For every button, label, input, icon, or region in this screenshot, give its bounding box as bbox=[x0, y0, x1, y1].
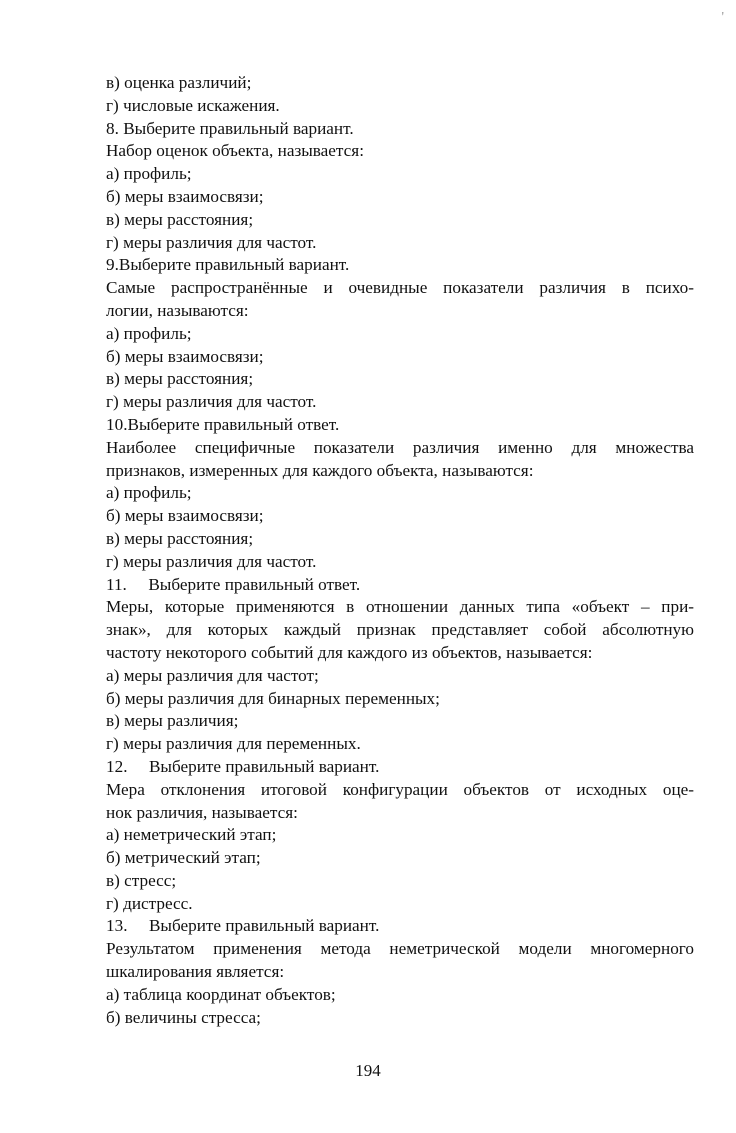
question-text: Набор оценок объекта, называется: bbox=[106, 141, 364, 161]
answer-option: а) неметрический этап; bbox=[106, 825, 277, 845]
answer-option: в) меры различия; bbox=[106, 711, 239, 731]
answer-option: б) меры различия для бинарных переменных; bbox=[106, 688, 440, 708]
question-text: Меры, которые применяются в отношении данных типа «объект – при- bbox=[106, 597, 694, 617]
answer-option: в) оценка различий; bbox=[106, 73, 252, 92]
answer-option: а) профиль; bbox=[106, 483, 192, 503]
answer-option: в) меры расстояния; bbox=[106, 369, 254, 389]
question-heading: 9.Выберите правильный вариант. bbox=[106, 255, 350, 275]
question-heading: 12. Выберите правильный вариант. bbox=[106, 756, 380, 776]
answer-option: в) меры расстояния; bbox=[106, 209, 254, 229]
answer-option: а) таблица координат объектов; bbox=[106, 984, 336, 1004]
question-text: Самые распространённые и очевидные показатели различия в психо- bbox=[106, 278, 694, 298]
answer-option: а) профиль; bbox=[106, 323, 192, 343]
answer-option: г) меры различия для переменных. bbox=[106, 734, 361, 754]
question-text: шкалирования является: bbox=[106, 962, 285, 982]
question-text: знак», для которых каждый признак представляет собой абсолютную bbox=[106, 620, 694, 640]
answer-option: а) меры различия для частот; bbox=[106, 665, 319, 685]
question-text: Наиболее специфичные показатели различия именно для множества bbox=[106, 437, 694, 457]
answer-option: г) дистресс. bbox=[106, 893, 193, 913]
answer-option: г) меры различия для частот. bbox=[106, 232, 317, 252]
question-heading: 13. Выберите правильный вариант. bbox=[106, 916, 380, 936]
answer-option: б) меры взаимосвязи; bbox=[106, 506, 264, 526]
answer-option: г) меры различия для частот. bbox=[106, 392, 317, 412]
answer-option: г) числовые искажения. bbox=[106, 95, 280, 115]
question-heading: 11. Выберите правильный ответ. bbox=[106, 574, 361, 594]
answer-option: в) меры расстояния; bbox=[106, 528, 254, 548]
answer-option: б) меры взаимосвязи; bbox=[106, 346, 264, 366]
question-text: нок различия, называется: bbox=[106, 802, 298, 822]
question-text: частоту некоторого событий для каждого из объектов, называется: bbox=[106, 642, 593, 662]
question-text: Результатом применения метода неметрической модели многомерного bbox=[106, 939, 694, 959]
question-text: Мера отклонения итоговой конфигурации объектов от исходных оце- bbox=[106, 779, 694, 799]
question-heading: 10.Выберите правильный ответ. bbox=[106, 414, 340, 434]
document-body bbox=[106, 72, 694, 1029]
question-text: признаков, измеренных для каждого объекта, называются: bbox=[106, 460, 534, 480]
answer-option: г) меры различия для частот. bbox=[106, 551, 317, 571]
page-number: 194 bbox=[355, 1061, 381, 1080]
answer-option: а) профиль; bbox=[106, 164, 192, 184]
question-text: логии, называются: bbox=[106, 300, 249, 320]
answer-option: б) метрический этап; bbox=[106, 848, 261, 868]
answer-option: б) величины стресса; bbox=[106, 1007, 261, 1027]
question-heading: 8. Выберите правильный вариант. bbox=[106, 118, 354, 138]
answer-option: б) меры взаимосвязи; bbox=[106, 186, 264, 206]
scan-mark: ' bbox=[721, 10, 724, 25]
answer-option: в) стресс; bbox=[106, 870, 177, 890]
